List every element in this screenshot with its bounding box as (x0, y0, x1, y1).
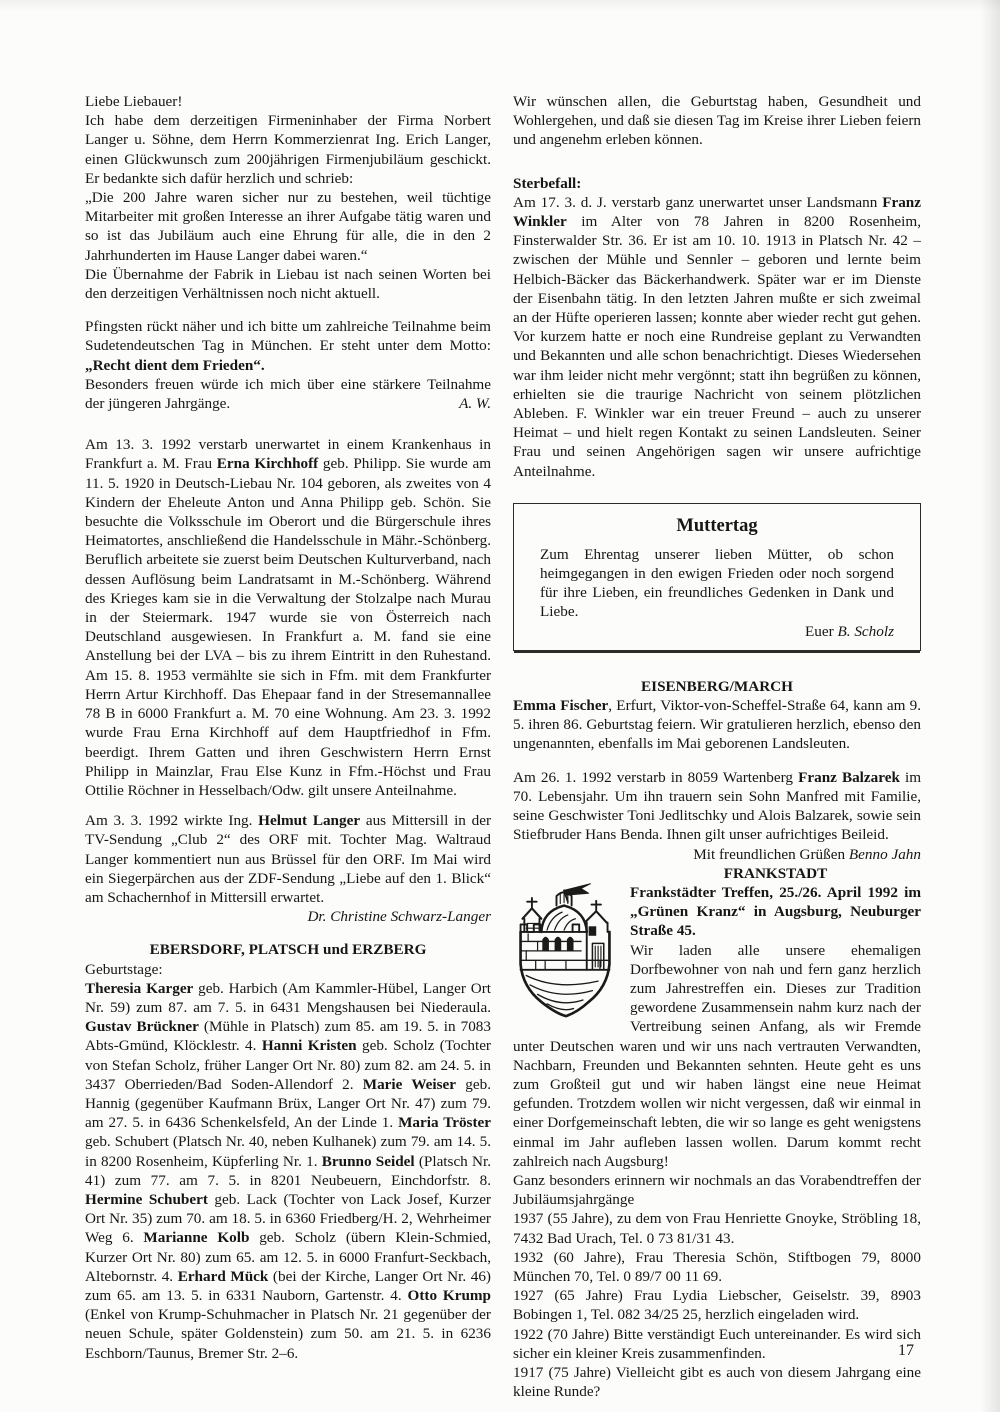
bold-text: EBERSDORF, PLATSCH und ERZBERG (149, 941, 427, 959)
obituary-franz-winkler (513, 193, 921, 481)
box-title: Muttertag (676, 515, 758, 536)
bold-text: Franz Winkler (513, 193, 921, 231)
text-run: (bei der Kirche, Langer Ort Nr. 46) zum 65. am 13. 5. in 6331 Nauborn, Gartenstr. 4. (85, 1267, 491, 1304)
bold-text: Marianne Kolb (143, 1229, 250, 1247)
birthday-emma-fischer (513, 696, 921, 754)
text-run: im 70. Lebensjahr. Um ihn trauern sein Sohn Manfred mit Familie, seine Geschwister Toni Jedlitschky und Alois Balzarek, sowie sein Stiefbruder Hans Benda. Ihnen gilt unser aufrichtiges Beileid. (513, 768, 922, 844)
text-run: Liebe Liebauer! (85, 93, 183, 110)
text-run: Am 3. 3. 1992 wirkte Ing. (85, 812, 259, 830)
bold-text: „Recht dient dem Frieden“. (85, 356, 265, 374)
bold-text: EISENBERG/MARCH (641, 677, 793, 695)
text-run: geb. Hannig (gegenüber Kaufmann Brüx, Langer Ort Nr. 47) zum 79. am 27. 5. in 6436 Schenkelsfeld, An der Linde 1. (85, 1075, 492, 1132)
bold-text: Erhard Mück (177, 1267, 269, 1285)
signature (459, 394, 491, 413)
bold-text: Brunno Seidel (321, 1152, 415, 1170)
text-run: Ganz besonders erinnern wir nochmals an das Vorabendtreffen der Jubiläumsjahrgänge (513, 1171, 921, 1209)
text-run: (Platsch Nr. 41) zum 77. am 7. 5. in 8201 Neubeuern, Einchdorfstr. 8. (85, 1152, 491, 1189)
jahrgang-1937 (513, 1209, 921, 1247)
italic-text: A. W. (459, 395, 491, 413)
text-run: geb. Harbich (Am Kammler-Hübel, Langer Ort Nr. 59) zum 87. am 7. 5. in 6431 Mengshausen bei Niederaula. (85, 979, 491, 1016)
bold-text: Theresia Karger (85, 979, 194, 997)
bold-text: Franz Balzarek (798, 768, 900, 786)
bold-text: Frankstädter Treffen, 25./26. April 1992 im „Grünen Kranz“ in Augsburg, Neuburger Straße 45. (630, 883, 921, 940)
paragraph (85, 111, 491, 188)
text-run: geb. Scholz (Tochter von Stefan Scholz, früher Langer Ort Nr. 80) zum 82. am 24. 5. in 3437 Oberrieden/Bad Soden-Allendorf 2. (85, 1037, 491, 1093)
text-run: Wir laden alle unsere ehemaligen Dorfbewohner von nah und fern ganz herzlich zum Jahrestreffen ein. Dieses zur Tradition gewordene Zusammensein nahm kurz nach der Vertreibung seinen Anfang, als wir Fremde unter Deutschen waren und wir uns nach vertrauten Verwandten, Nachbarn, Freunden und Bekannten sehnten. Heute geht es uns zum Großteil gut und wir haben längst eine neue Heimat gefunden. Trotzdem wollen wir nicht vergessen, daß wir einmal in einer Dorfgemeinschaft lebten, die wir so lange es geht wenigstens einmal im Jahr aufleben lassen wollen. Darum kommt recht zahlreich nach Augsburg! (513, 941, 921, 1170)
italic-text: B. Scholz (837, 622, 894, 640)
left-column (85, 92, 491, 1363)
page-number: 17 (898, 1342, 914, 1359)
bold-text: Helmut Langer (258, 812, 361, 830)
text-run: Am 17. 3. d. J. verstarb ganz unerwartet unser Landsmann (513, 193, 883, 211)
text-run: geb. Schubert (Platsch Nr. 40, neben Kulhanek) zum 79. am 14. 5. in 8200 Rosenheim, Küpferling Nr. 1. (85, 1133, 491, 1170)
text-run: 1937 (55 Jahre), zu dem von Frau Henriette Gnoyke, Ströbling 18, 7432 Bad Urach, Tel. 0 73 81/31 43. (513, 1210, 921, 1247)
bold-text: Sterbefall: (513, 174, 582, 192)
bold-text: Marie Weiser (362, 1075, 457, 1093)
birthdays-list (85, 979, 491, 1363)
text-run: aus Mittersill in der TV-Sendung „Club 2“ des ORF mit. Tochter Mag. Waltraud Langer kommentiert nun aus Brüssel für den ORF. Im Mai wird ein Siegerpärchen aus der ZDF-Sendung „Liebe auf den 1. Blick“ am Schachernhof in Mittersill erwartet. (85, 812, 492, 906)
text-run: (Mühle in Platsch) zum 85. am 19. 5. in 7083 Abts-Gmünd, Klöcklestr. 4. (85, 1018, 491, 1055)
jahrgang-1917 (513, 1363, 921, 1401)
text-run: Die Übernahme der Fabrik in Liebau ist nach seinen Worten bei den derzeitigen Verhältnissen noch nicht aktuell. (85, 265, 491, 303)
vorabendtreffen-note (513, 1171, 921, 1209)
text-run: 1917 (75 Jahre) Vielleicht gibt es auch von diesem Jahrgang eine kleine Runde? (513, 1363, 921, 1401)
bold-text: Otto Krump (407, 1286, 492, 1304)
jahrgang-1927 (513, 1286, 921, 1324)
muttertag-box (513, 503, 921, 651)
text-run: Mit freundlichen Grüßen (693, 845, 849, 863)
right-column (513, 92, 921, 1401)
bold-text: FRANKSTADT (723, 864, 828, 882)
bold-text: Erna Kirchhoff (216, 455, 319, 473)
section-heading-ebersdorf (85, 940, 491, 959)
text-run: im Alter von 78 Jahren in 8200 Rosenheim, Finsterwalder Str. 36. Er ist am 10. 10. 1913 in Platsch Nr. 42 – zwischen der Mühle und Sennler – geboren und lernte beim Helbich-Bäcker das Bäckerhandwerk. Später war er im Dienste der Eisenbahn tätig. In den letzten Jahren mußte er sich zweimal an der Hüfte operieren lassen; konnte aber wieder recht gut gehen. Vor kurzem hatte er noch eine Rundreise geplant zu Verwandten und Bekannten und alle schon benachrichtigt. Dieses Wiedersehen war ihm leider nicht mehr vergönnt; statt ihn begrüßen zu können, erhielten sie die traurige Nachricht von seinem plötzlichen Ableben. F. Winkler war ein treuer Freund – auch zu unserer Heimat – und hielt regen Kontakt zu seinen Landsleuten. Seiner Frau und seinen Angehörigen sagen wir unsere aufrichtige Anteilnahme. (513, 213, 921, 480)
frankstadt-coat-of-arms (513, 867, 619, 1025)
italic-text: Dr. Christine Schwarz-Langer (307, 908, 491, 926)
signature (693, 845, 921, 864)
text-run: Am 26. 1. 1992 verstarb in 8059 Wartenberg (513, 768, 799, 786)
signature-line (85, 907, 491, 926)
bold-text: Hermine Schubert (85, 1190, 208, 1208)
jahrgang-1932 (513, 1248, 921, 1286)
bold-text: Gustav Brückner (85, 1018, 199, 1036)
text-run: Besonders freuen würde ich mich über eine stärkere Teilnahme der jüngeren Jahrgänge. (85, 375, 491, 413)
news-helmut-langer (85, 811, 491, 907)
castle-crest-drawing (513, 877, 617, 1021)
jahrgang-1922 (513, 1325, 921, 1363)
section-heading-eisenberg (513, 677, 921, 696)
text-run: geb. Philipp. Sie wurde am 11. 5. 1920 in Deutsch-Liebau Nr. 104 geboren, als zweites von 4 Kindern der Eheleute Anton und Anna Philipp geb. Schön. Sie besuchte die Volksschule im Oberort und die Bürgerschule ihres Heimatortes, anschließend die Handelsschule in Mähr.-Schönberg. Beruflich arbeitete sie zuerst beim Deutschen Kulturverband, nach dessen Auflösung beim Landratsamt in M.-Schönberg. Während des Krieges kam sie in die Verwaltung der Stolzalpe nach Murau in der Steiermark. 1947 wurde sie von Österreich nach Deutschland ausgewiesen. In Frankfurt a. M. fand sie eine Anstellung bei der LVA – bis zu ihrem Eintritt in den Ruhestand. Am 15. 8. 1953 vermählte sie sich in Ffm. mit dem Frankfurter Herrn Artur Kirchhoff. Das Ehepaar fand in der Stresemannallee 78 B in 6000 Frankfurt a. M. 70 eine Wohnung. Am 23. 3. 1992 wurde Frau Erna Kirchhoff auf dem Hauptfriedhof in Ffm. beerdigt. Ihrem Gatten und ihren Geschwistern Herrn Ernst Philipp in Mainzlar, Frau Else Kunz in Ffm.-Höchst und Frau Ottilie Röchner in Hesselbach/Odw. gilt unsere Anteilnahme. (85, 455, 492, 799)
obituary-franz-balzarek (513, 768, 922, 863)
paragraph (85, 265, 491, 303)
bold-text: Emma Fischer (513, 697, 609, 715)
bold-text: Hanni Kristen (261, 1037, 357, 1055)
text-run: , Erfurt, Viktor-von-Scheffel-Straße 64, kann am 9. 5. ihren 86. Geburtstag feiern. Wir gratulieren herzlich, ebenso den ungenannten, ebenfalls im Mai geborenen Landsleuten. (513, 697, 921, 753)
birthday-wishes (513, 92, 921, 150)
text-run: Geburtstage: (85, 960, 163, 978)
text-run: Ich habe dem derzeitigen Firmeninhaber der Firma Norbert Langer u. Söhne, dem Herrn Kommerzienrat Ing. Erich Langer, einen Glückwunsch zum 200jährigen Firmenjubiläum geschickt. Er bedankte sich dafür herzlich und schrieb: (85, 112, 491, 187)
paragraph (85, 375, 491, 413)
text-run: 1927 (65 Jahre) Frau Lydia Liebscher, Geiselstr. 39, 8903 Bobingen 1, Tel. 082 34/25 25, herzlich eingeladen wird. (513, 1287, 921, 1324)
text-run: (Enkel von Krump-Schuhmacher in Platsch Nr. 21 gegenüber der neuen Schule, später Goldenstein) zum 50. am 21. 5. in 6236 Eschborn/Taunus, Bremer Str. 2–6. (85, 1306, 491, 1362)
paragraph (85, 317, 491, 375)
box-signature (540, 622, 894, 641)
text-run: Am 13. 3. 1992 verstarb unerwartet in einem Krankenhaus in Frankfurt a. M. Frau (85, 436, 491, 473)
italic-text: Benno Jahn (848, 845, 921, 863)
paragraph (85, 960, 491, 979)
salutation (85, 92, 491, 111)
text-run: „Die 200 Jahre waren sicher nur zu bestehen, weil tüchtige Mitarbeiter mit großen Interesse an ihrer Aufgabe tätig waren und so ist das Jubiläum auch eine Ehrung für alle, die in den 2 Jahrhunderten im Hause Langer dabei waren.“ (85, 189, 491, 264)
obituary-erna-kirchhoff (85, 435, 491, 800)
bold-text: Maria Tröster (398, 1114, 491, 1132)
text-run: Pfingsten rückt näher und ich bitte um zahlreiche Teilnahme beim Sudetendeutschen Tag in München. Er steht unter dem Motto: (85, 318, 491, 355)
box-body (540, 545, 894, 622)
text-run: geb. Lack (Tochter von Lack Josef, Kurzer Ort Nr. 35) zum 70. am 18. 5. in 6360 Friedberg/H. 2, Wehrheimer Weg 6. (85, 1190, 491, 1247)
text-run: Wir wünschen allen, die Geburtstag haben, Gesundheit und Wohlergehen, und daß sie diesen Tag im Kreise ihrer Lieben feiern und angenehm erleben können. (513, 93, 921, 149)
text-run: geb. Scholz (übern Klein-Schmied, Kurzer Ort Nr. 80) zum 65. am 12. 5. in 6000 Franfurt-Seckbach, Altebornstr. 4. (85, 1229, 491, 1285)
text-run: Zum Ehrentag unserer lieben Mütter, ob schon heimgegangen in den ewigen Frieden oder noch sorgend für ihre Lieben, ein freundliches Gedenken in Dank und Liebe. (540, 545, 894, 621)
text-run: 1922 (70 Jahre) Bitte verständigt Euch untereinander. Es wird sich sicher ein kleiner Kreis zusammenfinden. (513, 1325, 921, 1362)
text-run: Euer (805, 622, 838, 640)
sterbefall-heading (513, 174, 921, 193)
paragraph (85, 188, 491, 265)
text-run: 1932 (60 Jahre), Frau Theresia Schön, Stiftbogen 79, 8000 München 70, Tel. 0 89/7 00 11 69. (513, 1248, 921, 1285)
